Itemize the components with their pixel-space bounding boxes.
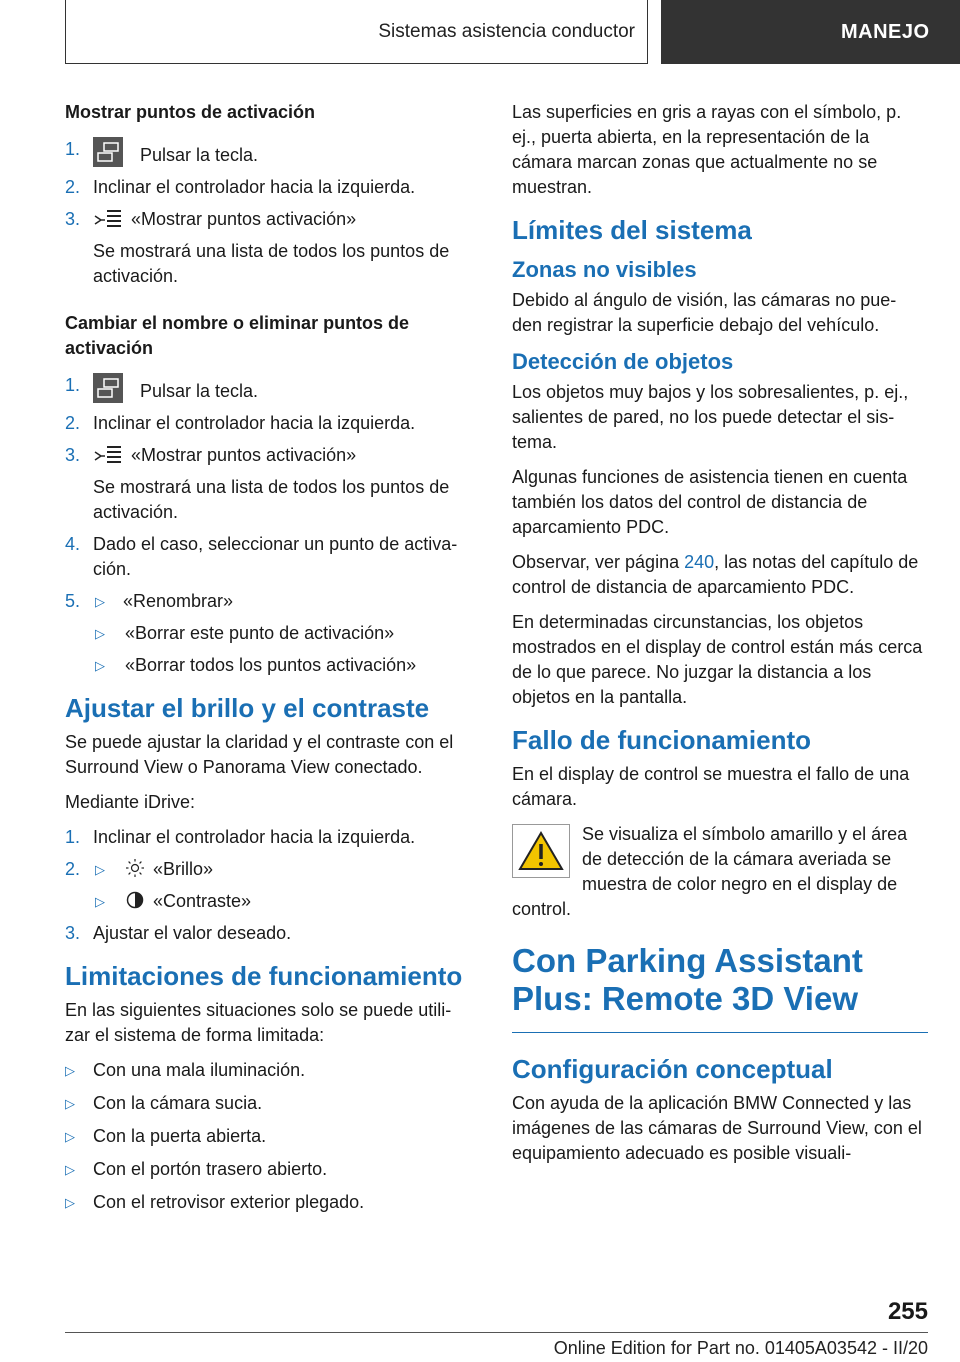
step-number: 1. [65,827,81,847]
step-number: 2. [65,859,81,879]
sub-text: «Borrar este punto de activación» [125,623,395,643]
paragraph: Los objetos muy bajos y los sobresalientes, p. ej., salientes de pared, no los puede detectar el sis‐ tema. [512,382,909,452]
heading-rename-points: Cambiar el nombre o eliminar puntos de activación [65,313,410,358]
heading-concept: Configuración conceptual [512,1054,833,1084]
camera-key-icon [93,373,123,403]
camera-key-icon [93,137,123,167]
paragraph: Las superficies en gris a rayas con el símbolo, p. ej., puerta abierta, en la representación de la cámara marcan zonas que actualmente no se muestran. [512,102,902,197]
sub-text: «Contraste» [153,891,252,911]
warning-note [512,822,928,897]
step-number: 3. [65,445,81,465]
step-text: Ajustar el valor deseado. [93,923,292,943]
step-text: Inclinar el controlador hacia la izquierda. [93,413,416,433]
step-number: 1. [65,375,81,395]
sub-item [65,621,477,646]
triangle-bullet-icon: ▷ [95,658,105,673]
step-text: Inclinar el controlador hacia la izquierda. [93,827,416,847]
step-number: 3. [65,209,81,229]
step-number: 1. [65,139,81,159]
triangle-bullet-icon: ▷ [65,1195,75,1210]
sub-text: «Brillo» [153,859,214,879]
heading-system-limits: Límites del sistema [512,215,752,245]
step-item [65,207,477,232]
footer-edition: Online Edition for Part no. 01405A03542 - II/20 [553,1338,928,1358]
triangle-bullet-icon: ▷ [65,1129,75,1144]
footer-divider [65,1332,928,1333]
step-item [65,373,477,404]
heading-remote-3d-view: Con Parking Assistant Plus: Remote 3D View [512,942,928,1033]
warning-icon [512,824,570,878]
menu-list-icon [93,208,123,228]
text: , las notas del capítulo de control de distancia de aparcamiento PDC. [512,552,919,597]
step-item [65,921,477,946]
paragraph: control. [512,899,572,919]
step-number: 3. [65,923,81,943]
list-item [65,1190,477,1215]
list-text: Con el portón trasero abierto. [93,1159,328,1179]
step-text: Se mostrará una lista de todos los puntos de activación. [93,241,450,286]
sub-item [65,653,477,678]
paragraph: Con ayuda de la aplicación BMW Connected y las imágenes de las cámaras de Surround View, con el equipamiento adecuado es posible visuali‐ [512,1093,922,1163]
triangle-bullet-icon: ▷ [65,1162,75,1177]
step-text: «Renombrar» [123,591,234,611]
list-text: Con la cámara sucia. [93,1093,263,1113]
step-number: 4. [65,534,81,554]
step-item [65,475,477,525]
step-item [65,443,477,468]
list-item [65,1124,477,1149]
right-column [512,100,928,1176]
paragraph: En determinadas circunstancias, los objetos mostrados en el display de control están más cerca de lo que parece. No juzgar la distancia a los objetos en la pantalla. [512,612,923,707]
page-link[interactable]: 240 [684,552,715,572]
page-number: 255 [887,1298,928,1325]
sub-item [65,889,477,914]
list-item [65,1091,477,1116]
triangle-bullet-icon: ▷ [65,1096,75,1111]
heading-detection: Detección de objetos [512,349,734,374]
triangle-bullet-icon: ▷ [65,1063,75,1078]
paragraph: Algunas funciones de asistencia tienen en cuenta también los datos del control de distancia de aparcamiento PDC. [512,467,908,537]
header-chapter-label: MANEJO [841,20,930,43]
header-chapter-tab [661,0,960,64]
list-text: Con una mala iluminación. [93,1060,306,1080]
heading-show-points: Mostrar puntos de activación [65,102,316,122]
step-number: 5. [65,591,81,611]
text: Observar, ver página [512,552,685,572]
triangle-bullet-icon: ▷ [95,862,105,877]
heading-zones: Zonas no visibles [512,257,697,282]
sub-text: «Borrar todos los puntos activación» [125,655,417,675]
heading-fault: Fallo de funcionamiento [512,725,812,755]
step-item [65,411,477,436]
left-column [65,100,477,1223]
step-number: 2. [65,177,81,197]
step-number: 2. [65,413,81,433]
paragraph: Mediante iDrive: [65,792,196,812]
paragraph: En el display de control se muestra el fallo de una cámara. [512,764,910,809]
contrast-icon [125,890,145,910]
step-item [65,589,477,614]
header-section-label: Sistemas asistencia conductor [378,20,635,42]
heading-limitations: Limitaciones de funcionamiento [65,961,463,991]
step-text: Pulsar la tecla. [135,145,259,165]
paragraph: Se puede ajustar la claridad y el contraste con el Surround View o Panorama View conectado. [65,732,454,777]
list-item [65,1058,477,1083]
step-item [65,239,477,289]
paragraph: Debido al ángulo de visión, las cámaras no pue‐ den registrar la superficie debajo del vehículo. [512,290,897,335]
step-text: «Mostrar puntos activación» [131,209,357,229]
step-item [65,857,477,882]
step-item [65,137,477,168]
paragraph [512,550,928,600]
triangle-bullet-icon: ▷ [95,594,105,609]
step-text: Se mostrará una lista de todos los puntos de activación. [93,477,450,522]
heading-brightness: Ajustar el brillo y el contraste [65,693,430,723]
step-text: «Mostrar puntos activación» [131,445,357,465]
brightness-icon [125,858,145,878]
list-item [65,1157,477,1182]
paragraph: Se visualiza el símbolo amarillo y el área de detección de la cámara averiada se muestra de color negro en el display de [582,824,908,894]
step-text: Dado el caso, seleccionar un punto de activa‐ ción. [93,534,458,579]
step-item [65,825,477,850]
list-text: Con la puerta abierta. [93,1126,267,1146]
header-section-title [65,0,648,64]
step-item [65,175,477,200]
step-text: Pulsar la tecla. [135,381,259,401]
triangle-bullet-icon: ▷ [95,894,105,909]
step-text: Inclinar el controlador hacia la izquierda. [93,177,416,197]
menu-list-icon [93,444,123,464]
paragraph: En las siguientes situaciones solo se puede utili‐ zar el sistema de forma limitada: [65,1000,452,1045]
triangle-bullet-icon: ▷ [95,626,105,641]
list-text: Con el retrovisor exterior plegado. [93,1192,365,1212]
step-item [65,532,477,582]
